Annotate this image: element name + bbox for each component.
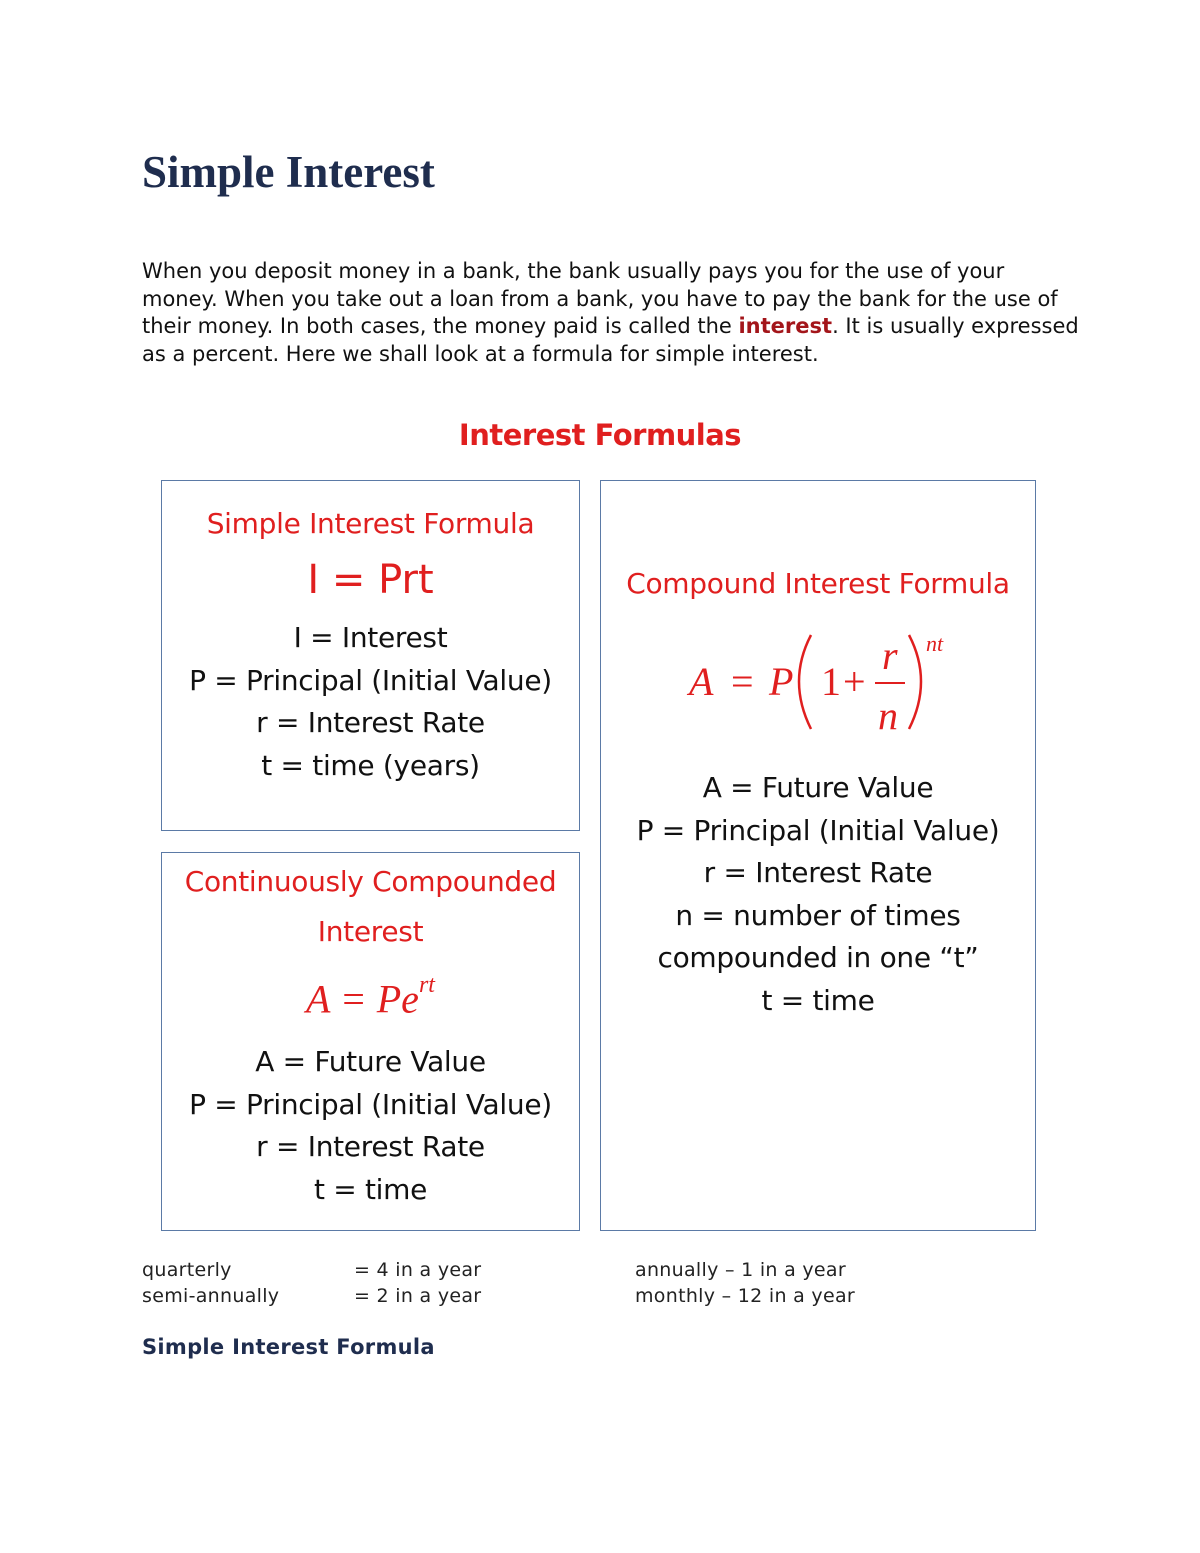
formula-p: P bbox=[769, 659, 794, 704]
compound-interest-definitions bbox=[601, 767, 1035, 1022]
formula-exponent: rt bbox=[418, 972, 435, 998]
definition-line: P = Principal (Initial Value) bbox=[189, 1087, 552, 1121]
compound-interest-box bbox=[600, 480, 1036, 1231]
formula-equals: = bbox=[731, 659, 754, 704]
continuous-interest-title-line2: Interest bbox=[317, 915, 424, 948]
definition-line: r = Interest Rate bbox=[703, 856, 933, 889]
definition-line: n = number of times bbox=[675, 898, 961, 932]
intro-paragraph bbox=[142, 258, 1082, 368]
formula-exponent: nt bbox=[926, 631, 944, 656]
annually-text: annually – 1 in a year bbox=[635, 1259, 846, 1281]
semi-annually-value: = 2 in a year bbox=[354, 1284, 482, 1307]
right-paren bbox=[909, 635, 921, 729]
definition-line: A = Future Value bbox=[255, 1045, 486, 1079]
compound-interest-title: Compound Interest Formula bbox=[626, 567, 1010, 600]
intro-text-1: When you deposit money in a bank, the bank usually pays you for the use of your money. When you take out a loan from a bank, you have to pay the bank for the use of their money. In both cases, the money paid is called the bbox=[142, 259, 1058, 338]
intro-text-2: . It is usually expressed as a percent. Here we shall look at a formula for simple interest. bbox=[142, 314, 1079, 366]
formula-a: A bbox=[689, 659, 714, 704]
formula-numerator: r bbox=[882, 633, 898, 678]
semi-annually-label: semi-annually bbox=[142, 1284, 280, 1307]
definition-line: P = Principal (Initial Value) bbox=[636, 813, 1000, 847]
quarterly-label: quarterly bbox=[142, 1259, 232, 1281]
left-paren bbox=[799, 635, 811, 729]
interest-keyword: interest bbox=[738, 314, 833, 338]
simple-interest-definitions bbox=[162, 617, 579, 787]
figure-heading: Interest Formulas bbox=[458, 418, 742, 452]
continuous-interest-box bbox=[161, 852, 580, 1231]
continuous-interest-title-line1: Continuously Compounded bbox=[184, 865, 557, 898]
definition-line: t = time (years) bbox=[261, 748, 480, 782]
simple-interest-title: Simple Interest Formula bbox=[206, 507, 535, 540]
simple-interest-box bbox=[161, 480, 580, 831]
continuous-interest-formula bbox=[162, 963, 579, 1027]
formula-plus: + bbox=[843, 659, 866, 704]
definition-line: r = Interest Rate bbox=[256, 706, 485, 739]
definition-line: t = time bbox=[313, 1172, 428, 1206]
formula-base: A = Pe bbox=[306, 976, 419, 1022]
simple-interest-formula: I = Prt bbox=[307, 557, 434, 603]
definition-line: compounded in one “t” bbox=[657, 941, 979, 974]
definition-line: I = Interest bbox=[293, 621, 448, 654]
formula-denominator: n bbox=[878, 693, 898, 737]
quarterly-value: = 4 in a year bbox=[354, 1259, 482, 1281]
formula-one: 1 bbox=[821, 659, 841, 704]
definition-line: r = Interest Rate bbox=[256, 1130, 485, 1164]
definition-line: t = time bbox=[761, 983, 875, 1017]
section-heading: Simple Interest Formula bbox=[142, 1335, 435, 1359]
page-title: Simple Interest bbox=[142, 147, 435, 197]
definition-line: A = Future Value bbox=[702, 771, 934, 804]
continuous-interest-definitions bbox=[162, 1041, 579, 1211]
definition-line: P = Principal (Initial Value) bbox=[189, 663, 552, 697]
compound-interest-formula bbox=[683, 617, 953, 737]
monthly-text: monthly – 12 in a year bbox=[635, 1284, 856, 1307]
